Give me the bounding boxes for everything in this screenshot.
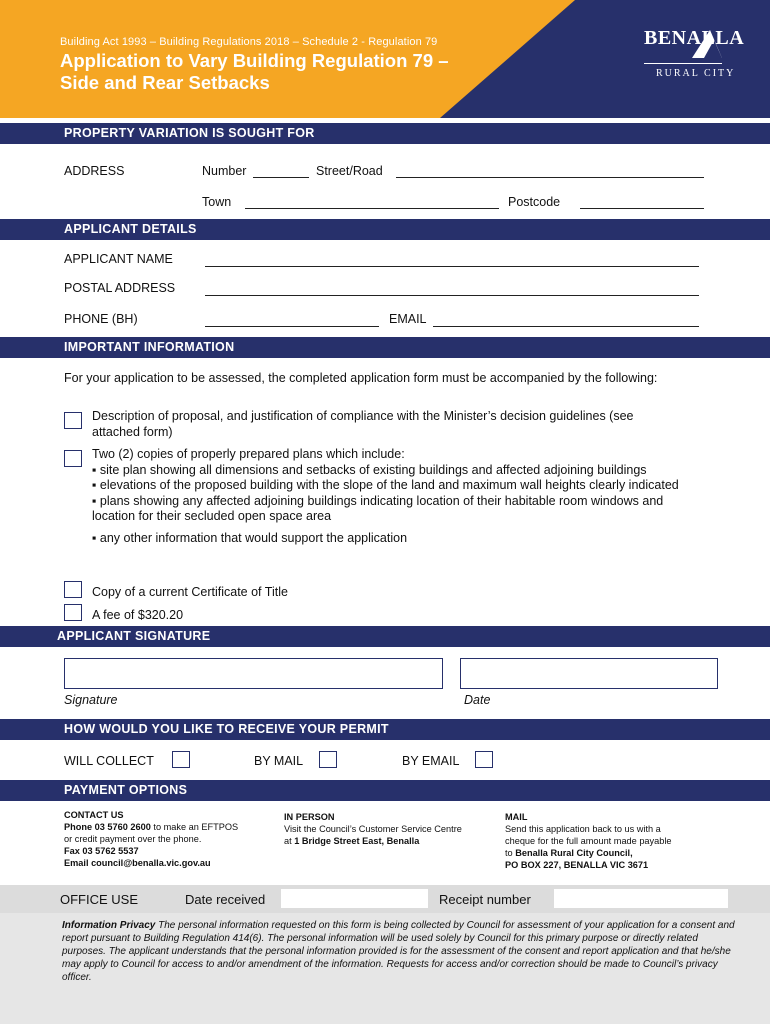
plans-bullet-adjoining: ▪ plans showing any affected adjoining buildings indicating location of their habitable room windows and location for their secluded open space area: [92, 493, 664, 523]
date-label: Date: [464, 693, 491, 707]
by-mail-label: BY MAIL: [254, 754, 304, 768]
item-plans: [92, 447, 682, 546]
mail-address: PO BOX 227, BENALLA VIC 3671: [505, 860, 649, 870]
contact-phone-text2: or credit payment over the phone.: [64, 834, 202, 844]
receipt-number-label: Receipt number: [439, 892, 531, 907]
section-heading-property: PROPERTY VARIATION IS SOUGHT FOR: [64, 126, 315, 140]
privacy-statement: [62, 919, 742, 984]
date-received-label: Date received: [185, 892, 266, 907]
page-title-line2: Side and Rear Setbacks: [60, 72, 270, 93]
section-bar-applicant: [0, 219, 770, 240]
checkbox-description[interactable]: [64, 412, 82, 429]
in-person-text: Visit the Council’s Customer Service Centre: [284, 824, 462, 834]
town-field[interactable]: [245, 208, 499, 209]
mail-text2: cheque for the full amount made payable: [505, 836, 672, 846]
payment-in-person: [284, 811, 499, 847]
applicant-name-label: APPLICANT NAME: [64, 252, 173, 266]
contact-phone-text: to make an EFTPOS: [150, 822, 239, 832]
receipt-number-field[interactable]: [554, 889, 728, 908]
office-use-label: OFFICE USE: [60, 892, 139, 907]
street-field[interactable]: [396, 177, 704, 178]
section-heading-signature: APPLICANT SIGNATURE: [57, 629, 211, 643]
phone-label: PHONE (BH): [64, 312, 138, 326]
payment-mail: [505, 811, 735, 871]
logo-name: BENALLA: [644, 27, 745, 49]
section-bar-payment: [0, 780, 770, 801]
header-subtitle: Building Act 1993 – Building Regulations 2018 – Schedule 2 - Regulation 79: [60, 36, 438, 48]
section-heading-payment: PAYMENT OPTIONS: [64, 783, 188, 797]
item-fee: A fee of $320.20: [92, 608, 184, 622]
address-label: ADDRESS: [64, 164, 125, 178]
payment-contact: [64, 809, 274, 869]
signature-label: Signature: [64, 693, 118, 707]
section-bar-property: [0, 123, 770, 144]
postal-address-label: POSTAL ADDRESS: [64, 281, 176, 295]
street-label: Street/Road: [316, 164, 383, 178]
number-label: Number: [202, 164, 247, 178]
section-heading-permit: HOW WOULD YOU LIKE TO RECEIVE YOUR PERMIT: [64, 722, 389, 736]
number-field[interactable]: [253, 177, 309, 178]
checkbox-fee[interactable]: [64, 604, 82, 621]
section-heading-important: IMPORTANT INFORMATION: [64, 340, 235, 354]
section-bar-signature: [0, 626, 770, 647]
contact-title: CONTACT US: [64, 810, 124, 820]
email-field[interactable]: [433, 326, 699, 327]
section-bar-permit: [0, 719, 770, 740]
logo-divider: [644, 63, 722, 64]
postcode-field[interactable]: [580, 208, 704, 209]
item-plans-title: Two (2) copies of properly prepared plans which include:: [92, 447, 405, 461]
section-bar-important: [0, 337, 770, 358]
town-label: Town: [202, 195, 232, 209]
postcode-label: Postcode: [508, 195, 561, 209]
mail-text1: Send this application back to us with a: [505, 824, 661, 834]
in-person-title: IN PERSON: [284, 812, 335, 822]
page-title: [60, 50, 449, 94]
in-person-address: 1 Bridge Street East, Benalla: [294, 836, 420, 846]
item-description: Description of proposal, and justification of compliance with the Minister’s decision guidelines (see attached form): [92, 409, 634, 439]
signature-box[interactable]: [64, 658, 443, 689]
contact-fax: Fax 03 5762 5537: [64, 846, 139, 856]
item-title: Copy of a current Certificate of Title: [92, 585, 288, 599]
plans-bullet-site: ▪ site plan showing all dimensions and setbacks of existing buildings and affected adjoining buildings: [92, 462, 647, 477]
date-box[interactable]: [460, 658, 718, 689]
mail-payee: Benalla Rural City Council,: [515, 848, 633, 858]
plans-bullet-elevations: ▪ elevations of the proposed building with the slope of the land and maximum wall heights clearly indicated: [92, 478, 679, 492]
in-person-at: at: [284, 836, 295, 846]
important-intro: For your application to be assessed, the completed application form must be accompanied by the following:: [64, 371, 658, 385]
privacy-heading: Information Privacy: [62, 920, 156, 931]
date-received-field[interactable]: [281, 889, 428, 908]
phone-field[interactable]: [205, 326, 379, 327]
applicant-name-field[interactable]: [205, 266, 699, 267]
plans-bullet-other: ▪ any other information that would support the application: [92, 530, 408, 545]
contact-phone: Phone 03 5760 2600: [64, 822, 151, 832]
contact-email: Email council@benalla.vic.gov.au: [64, 858, 211, 868]
privacy-text: The personal information requested on this form is being collected by Council for assessment of your application for a consent and report pursuant to Building Regulation 414(6). The personal information will be used solely by Council for this primary purpose or directly related purposes. The applicant understands that the personal information provided is for the assessment of the consent and report application and that he/she may apply to Council for access to and/or amendment of the information. Requests for access and/or correction should be made to Council’s privacy officer.: [62, 920, 735, 983]
page-title-line1: Application to Vary Building Regulation 79 –: [60, 50, 449, 71]
by-email-label: BY EMAIL: [402, 754, 460, 768]
section-heading-applicant: APPLICANT DETAILS: [64, 222, 197, 236]
email-label: EMAIL: [389, 312, 427, 326]
checkbox-by-email[interactable]: [475, 751, 493, 768]
mail-title: MAIL: [505, 812, 528, 822]
checkbox-will-collect[interactable]: [172, 751, 190, 768]
mail-to: to: [505, 848, 516, 858]
postal-address-field[interactable]: [205, 295, 699, 296]
checkbox-title[interactable]: [64, 581, 82, 598]
checkbox-plans[interactable]: [64, 450, 82, 467]
will-collect-label: WILL COLLECT: [64, 754, 154, 768]
checkbox-by-mail[interactable]: [319, 751, 337, 768]
logo-subtitle: RURAL CITY: [656, 68, 736, 79]
